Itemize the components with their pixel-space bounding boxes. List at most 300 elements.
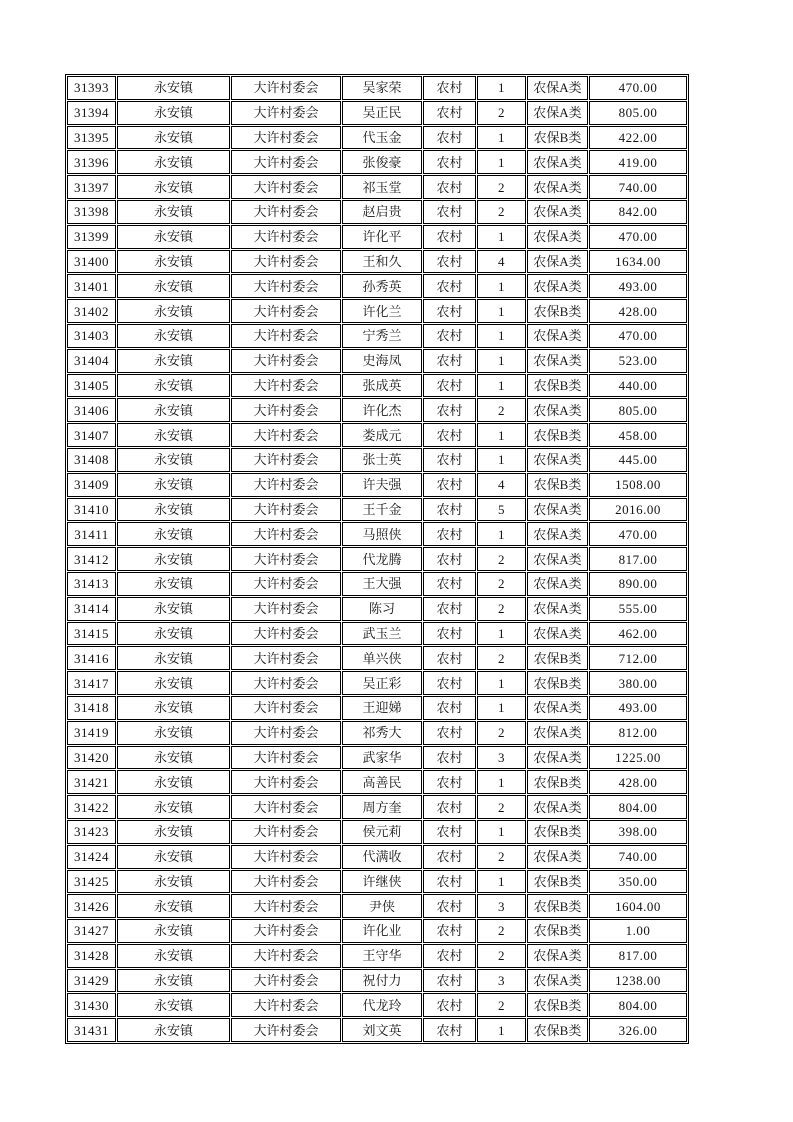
cell-category: 农保A类	[527, 349, 588, 373]
cell-village: 大许村委会	[231, 894, 341, 918]
cell-count: 1	[477, 274, 526, 298]
cell-serial: 31401	[67, 274, 116, 298]
cell-residence: 农村	[423, 622, 476, 646]
cell-town: 永安镇	[117, 770, 230, 794]
cell-town: 永安镇	[117, 522, 230, 546]
cell-count: 4	[477, 473, 526, 497]
cell-village: 大许村委会	[231, 696, 341, 720]
cell-category: 农保A类	[527, 498, 588, 522]
table-row	[67, 250, 687, 274]
cell-name: 张俊豪	[342, 150, 422, 174]
cell-town: 永安镇	[117, 473, 230, 497]
cell-village: 大许村委会	[231, 721, 341, 745]
cell-serial: 31410	[67, 498, 116, 522]
cell-serial: 31399	[67, 225, 116, 249]
cell-village: 大许村委会	[231, 622, 341, 646]
cell-name: 吴家荣	[342, 76, 422, 100]
cell-serial: 31405	[67, 374, 116, 398]
cell-residence: 农村	[423, 969, 476, 993]
cell-name: 马照侠	[342, 522, 422, 546]
cell-category: 农保B类	[527, 299, 588, 323]
cell-amount: 462.00	[589, 622, 687, 646]
payment-table	[65, 74, 689, 1044]
cell-category: 农保B类	[527, 919, 588, 943]
cell-village: 大许村委会	[231, 547, 341, 571]
cell-residence: 农村	[423, 225, 476, 249]
table-row	[67, 746, 687, 770]
cell-amount: 470.00	[589, 76, 687, 100]
cell-serial: 31402	[67, 299, 116, 323]
cell-town: 永安镇	[117, 646, 230, 670]
cell-town: 永安镇	[117, 547, 230, 571]
cell-town: 永安镇	[117, 349, 230, 373]
cell-serial: 31412	[67, 547, 116, 571]
cell-residence: 农村	[423, 473, 476, 497]
cell-name: 陈习	[342, 597, 422, 621]
cell-serial: 31400	[67, 250, 116, 274]
cell-name: 许化兰	[342, 299, 422, 323]
cell-count: 2	[477, 646, 526, 670]
cell-village: 大许村委会	[231, 870, 341, 894]
cell-serial: 31420	[67, 746, 116, 770]
cell-count: 1	[477, 126, 526, 150]
cell-residence: 农村	[423, 175, 476, 199]
cell-residence: 农村	[423, 250, 476, 274]
cell-town: 永安镇	[117, 1018, 230, 1042]
cell-count: 2	[477, 919, 526, 943]
cell-serial: 31403	[67, 324, 116, 348]
table-row	[67, 126, 687, 150]
cell-village: 大许村委会	[231, 795, 341, 819]
cell-amount: 842.00	[589, 200, 687, 224]
cell-residence: 农村	[423, 845, 476, 869]
table-row	[67, 622, 687, 646]
cell-serial: 31428	[67, 944, 116, 968]
cell-category: 农保B类	[527, 993, 588, 1017]
cell-name: 祁秀大	[342, 721, 422, 745]
cell-category: 农保A类	[527, 250, 588, 274]
cell-name: 许夫强	[342, 473, 422, 497]
cell-residence: 农村	[423, 150, 476, 174]
cell-town: 永安镇	[117, 944, 230, 968]
cell-amount: 493.00	[589, 696, 687, 720]
cell-name: 史海凤	[342, 349, 422, 373]
cell-serial: 31423	[67, 820, 116, 844]
cell-village: 大许村委会	[231, 299, 341, 323]
cell-category: 农保B类	[527, 870, 588, 894]
cell-residence: 农村	[423, 646, 476, 670]
cell-serial: 31396	[67, 150, 116, 174]
cell-category: 农保A类	[527, 572, 588, 596]
table-row	[67, 919, 687, 943]
cell-name: 代玉金	[342, 126, 422, 150]
cell-name: 宁秀兰	[342, 324, 422, 348]
cell-residence: 农村	[423, 498, 476, 522]
cell-amount: 440.00	[589, 374, 687, 398]
cell-village: 大许村委会	[231, 820, 341, 844]
cell-amount: 470.00	[589, 324, 687, 348]
table-row	[67, 398, 687, 422]
cell-count: 1	[477, 870, 526, 894]
cell-category: 农保A类	[527, 398, 588, 422]
cell-count: 2	[477, 993, 526, 1017]
cell-category: 农保A类	[527, 522, 588, 546]
cell-name: 孙秀英	[342, 274, 422, 298]
cell-category: 农保A类	[527, 225, 588, 249]
cell-town: 永安镇	[117, 820, 230, 844]
cell-serial: 31426	[67, 894, 116, 918]
cell-category: 农保A类	[527, 175, 588, 199]
cell-name: 祁玉堂	[342, 175, 422, 199]
cell-town: 永安镇	[117, 324, 230, 348]
cell-name: 武玉兰	[342, 622, 422, 646]
cell-town: 永安镇	[117, 993, 230, 1017]
cell-name: 代龙腾	[342, 547, 422, 571]
cell-residence: 农村	[423, 993, 476, 1017]
cell-count: 1	[477, 349, 526, 373]
cell-residence: 农村	[423, 126, 476, 150]
cell-amount: 1.00	[589, 919, 687, 943]
cell-amount: 812.00	[589, 721, 687, 745]
cell-amount: 1225.00	[589, 746, 687, 770]
cell-name: 刘文英	[342, 1018, 422, 1042]
table-row	[67, 522, 687, 546]
table-row	[67, 870, 687, 894]
cell-residence: 农村	[423, 299, 476, 323]
table-row	[67, 274, 687, 298]
cell-serial: 31395	[67, 126, 116, 150]
cell-serial: 31430	[67, 993, 116, 1017]
cell-residence: 农村	[423, 795, 476, 819]
cell-serial: 31406	[67, 398, 116, 422]
cell-amount: 428.00	[589, 299, 687, 323]
cell-serial: 31427	[67, 919, 116, 943]
cell-town: 永安镇	[117, 622, 230, 646]
cell-residence: 农村	[423, 423, 476, 447]
cell-village: 大许村委会	[231, 498, 341, 522]
cell-residence: 农村	[423, 919, 476, 943]
cell-residence: 农村	[423, 721, 476, 745]
cell-count: 1	[477, 423, 526, 447]
table-row	[67, 101, 687, 125]
cell-serial: 31418	[67, 696, 116, 720]
cell-count: 2	[477, 101, 526, 125]
cell-name: 张成英	[342, 374, 422, 398]
cell-village: 大许村委会	[231, 423, 341, 447]
cell-amount: 470.00	[589, 225, 687, 249]
cell-residence: 农村	[423, 349, 476, 373]
cell-serial: 31429	[67, 969, 116, 993]
cell-count: 2	[477, 175, 526, 199]
cell-count: 1	[477, 820, 526, 844]
cell-residence: 农村	[423, 200, 476, 224]
cell-category: 农保B类	[527, 894, 588, 918]
cell-count: 1	[477, 299, 526, 323]
cell-residence: 农村	[423, 696, 476, 720]
cell-village: 大许村委会	[231, 76, 341, 100]
cell-category: 农保A类	[527, 721, 588, 745]
cell-village: 大许村委会	[231, 572, 341, 596]
cell-name: 周方奎	[342, 795, 422, 819]
cell-town: 永安镇	[117, 299, 230, 323]
cell-town: 永安镇	[117, 76, 230, 100]
table-row	[67, 299, 687, 323]
cell-count: 1	[477, 671, 526, 695]
table-row	[67, 175, 687, 199]
cell-village: 大许村委会	[231, 398, 341, 422]
cell-category: 农保A类	[527, 150, 588, 174]
cell-town: 永安镇	[117, 671, 230, 695]
cell-name: 尹侠	[342, 894, 422, 918]
cell-serial: 31413	[67, 572, 116, 596]
table-row	[67, 696, 687, 720]
cell-amount: 712.00	[589, 646, 687, 670]
cell-name: 侯元莉	[342, 820, 422, 844]
cell-count: 1	[477, 522, 526, 546]
cell-residence: 农村	[423, 894, 476, 918]
payment-table-body	[67, 76, 687, 1042]
cell-category: 农保A类	[527, 795, 588, 819]
cell-town: 永安镇	[117, 572, 230, 596]
cell-residence: 农村	[423, 1018, 476, 1042]
table-row	[67, 721, 687, 745]
cell-village: 大许村委会	[231, 646, 341, 670]
cell-amount: 493.00	[589, 274, 687, 298]
table-row	[67, 969, 687, 993]
cell-residence: 农村	[423, 870, 476, 894]
cell-name: 许化业	[342, 919, 422, 943]
cell-category: 农保A类	[527, 944, 588, 968]
cell-count: 1	[477, 324, 526, 348]
cell-residence: 农村	[423, 671, 476, 695]
table-row	[67, 671, 687, 695]
cell-category: 农保B类	[527, 374, 588, 398]
cell-amount: 1238.00	[589, 969, 687, 993]
table-row	[67, 944, 687, 968]
cell-village: 大许村委会	[231, 150, 341, 174]
cell-serial: 31407	[67, 423, 116, 447]
cell-town: 永安镇	[117, 498, 230, 522]
cell-category: 农保B类	[527, 671, 588, 695]
cell-town: 永安镇	[117, 448, 230, 472]
cell-residence: 农村	[423, 572, 476, 596]
cell-serial: 31417	[67, 671, 116, 695]
cell-serial: 31422	[67, 795, 116, 819]
cell-town: 永安镇	[117, 721, 230, 745]
cell-town: 永安镇	[117, 398, 230, 422]
table-row	[67, 993, 687, 1017]
cell-residence: 农村	[423, 324, 476, 348]
cell-count: 1	[477, 150, 526, 174]
cell-village: 大许村委会	[231, 993, 341, 1017]
cell-town: 永安镇	[117, 746, 230, 770]
cell-serial: 31397	[67, 175, 116, 199]
cell-category: 农保B类	[527, 770, 588, 794]
cell-town: 永安镇	[117, 870, 230, 894]
cell-town: 永安镇	[117, 250, 230, 274]
cell-town: 永安镇	[117, 150, 230, 174]
cell-town: 永安镇	[117, 101, 230, 125]
cell-residence: 农村	[423, 770, 476, 794]
cell-amount: 805.00	[589, 101, 687, 125]
table-row	[67, 423, 687, 447]
cell-name: 王迎娣	[342, 696, 422, 720]
table-row	[67, 894, 687, 918]
cell-town: 永安镇	[117, 374, 230, 398]
cell-category: 农保A类	[527, 746, 588, 770]
cell-amount: 398.00	[589, 820, 687, 844]
cell-count: 3	[477, 969, 526, 993]
cell-name: 武家华	[342, 746, 422, 770]
cell-count: 2	[477, 597, 526, 621]
cell-count: 2	[477, 845, 526, 869]
cell-village: 大许村委会	[231, 250, 341, 274]
cell-amount: 1508.00	[589, 473, 687, 497]
cell-village: 大许村委会	[231, 175, 341, 199]
cell-name: 许化平	[342, 225, 422, 249]
cell-amount: 326.00	[589, 1018, 687, 1042]
cell-count: 1	[477, 448, 526, 472]
cell-town: 永安镇	[117, 225, 230, 249]
cell-town: 永安镇	[117, 894, 230, 918]
cell-residence: 农村	[423, 547, 476, 571]
cell-residence: 农村	[423, 746, 476, 770]
cell-amount: 445.00	[589, 448, 687, 472]
cell-residence: 农村	[423, 274, 476, 298]
cell-count: 1	[477, 696, 526, 720]
cell-category: 农保B类	[527, 1018, 588, 1042]
cell-name: 单兴侠	[342, 646, 422, 670]
cell-village: 大许村委会	[231, 746, 341, 770]
cell-village: 大许村委会	[231, 522, 341, 546]
cell-count: 1	[477, 76, 526, 100]
cell-category: 农保A类	[527, 324, 588, 348]
cell-category: 农保A类	[527, 845, 588, 869]
cell-category: 农保B类	[527, 646, 588, 670]
table-row	[67, 547, 687, 571]
cell-category: 农保A类	[527, 547, 588, 571]
cell-amount: 350.00	[589, 870, 687, 894]
cell-serial: 31409	[67, 473, 116, 497]
cell-serial: 31424	[67, 845, 116, 869]
cell-town: 永安镇	[117, 969, 230, 993]
cell-amount: 817.00	[589, 944, 687, 968]
cell-amount: 470.00	[589, 522, 687, 546]
table-row	[67, 845, 687, 869]
cell-amount: 380.00	[589, 671, 687, 695]
cell-village: 大许村委会	[231, 671, 341, 695]
cell-amount: 805.00	[589, 398, 687, 422]
cell-count: 3	[477, 894, 526, 918]
cell-name: 代龙玲	[342, 993, 422, 1017]
cell-serial: 31419	[67, 721, 116, 745]
cell-count: 2	[477, 795, 526, 819]
table-row	[67, 374, 687, 398]
cell-count: 1	[477, 1018, 526, 1042]
cell-amount: 458.00	[589, 423, 687, 447]
cell-residence: 农村	[423, 522, 476, 546]
cell-category: 农保B类	[527, 423, 588, 447]
table-row	[67, 795, 687, 819]
cell-village: 大许村委会	[231, 944, 341, 968]
cell-town: 永安镇	[117, 126, 230, 150]
cell-name: 许化杰	[342, 398, 422, 422]
cell-count: 3	[477, 746, 526, 770]
cell-amount: 804.00	[589, 993, 687, 1017]
cell-residence: 农村	[423, 398, 476, 422]
cell-town: 永安镇	[117, 597, 230, 621]
cell-amount: 422.00	[589, 126, 687, 150]
table-row	[67, 572, 687, 596]
cell-name: 祝付力	[342, 969, 422, 993]
cell-serial: 31394	[67, 101, 116, 125]
cell-village: 大许村委会	[231, 274, 341, 298]
cell-name: 娄成元	[342, 423, 422, 447]
cell-category: 农保B类	[527, 126, 588, 150]
cell-town: 永安镇	[117, 175, 230, 199]
cell-town: 永安镇	[117, 200, 230, 224]
cell-category: 农保A类	[527, 448, 588, 472]
cell-name: 王守华	[342, 944, 422, 968]
cell-village: 大许村委会	[231, 770, 341, 794]
cell-count: 2	[477, 721, 526, 745]
cell-town: 永安镇	[117, 423, 230, 447]
cell-serial: 31408	[67, 448, 116, 472]
cell-serial: 31404	[67, 349, 116, 373]
table-row	[67, 1018, 687, 1042]
cell-name: 张士英	[342, 448, 422, 472]
table-row	[67, 200, 687, 224]
cell-village: 大许村委会	[231, 126, 341, 150]
table-row	[67, 150, 687, 174]
cell-town: 永安镇	[117, 845, 230, 869]
cell-village: 大许村委会	[231, 919, 341, 943]
table-row	[67, 646, 687, 670]
cell-serial: 31393	[67, 76, 116, 100]
cell-village: 大许村委会	[231, 324, 341, 348]
cell-residence: 农村	[423, 448, 476, 472]
cell-residence: 农村	[423, 101, 476, 125]
cell-residence: 农村	[423, 944, 476, 968]
cell-category: 农保A类	[527, 622, 588, 646]
cell-serial: 31411	[67, 522, 116, 546]
table-row	[67, 448, 687, 472]
cell-serial: 31415	[67, 622, 116, 646]
cell-village: 大许村委会	[231, 225, 341, 249]
cell-count: 2	[477, 398, 526, 422]
table-row	[67, 498, 687, 522]
cell-category: 农保B类	[527, 820, 588, 844]
cell-residence: 农村	[423, 597, 476, 621]
table-row	[67, 597, 687, 621]
cell-name: 王大强	[342, 572, 422, 596]
cell-town: 永安镇	[117, 696, 230, 720]
cell-amount: 555.00	[589, 597, 687, 621]
cell-village: 大许村委会	[231, 969, 341, 993]
table-row	[67, 770, 687, 794]
cell-count: 2	[477, 200, 526, 224]
cell-category: 农保A类	[527, 969, 588, 993]
cell-name: 王和久	[342, 250, 422, 274]
cell-amount: 1634.00	[589, 250, 687, 274]
cell-town: 永安镇	[117, 274, 230, 298]
cell-count: 2	[477, 572, 526, 596]
cell-village: 大许村委会	[231, 1018, 341, 1042]
cell-village: 大许村委会	[231, 200, 341, 224]
table-row	[67, 324, 687, 348]
cell-category: 农保A类	[527, 696, 588, 720]
cell-amount: 428.00	[589, 770, 687, 794]
